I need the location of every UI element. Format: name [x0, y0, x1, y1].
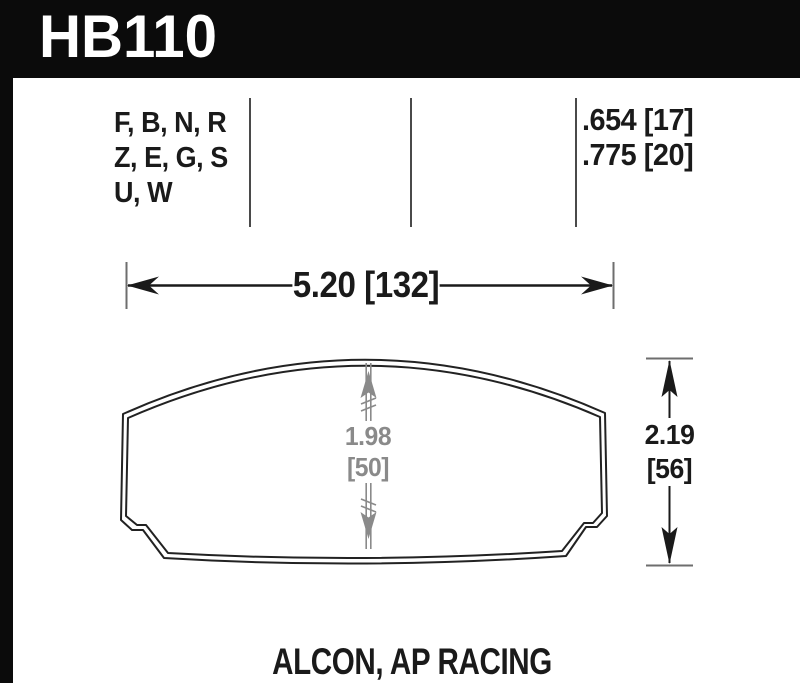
arrow-feather: [361, 405, 376, 411]
thickness-line: .654 [17]: [582, 102, 694, 137]
compound-list: [114, 106, 228, 211]
width-dimension-label: 5.20 [132]: [292, 264, 440, 305]
overall-height-metric: [56]: [646, 453, 693, 484]
arrow-feather: [361, 499, 376, 505]
overall-height-dimension-label: [622, 418, 718, 486]
center-height-metric: [50]: [346, 452, 390, 482]
arrow-up-icon: [361, 371, 377, 398]
spec-divider-lines: [250, 98, 576, 227]
thickness-list: [582, 102, 693, 172]
compound-line: Z, E, G, S: [114, 142, 228, 174]
compound-line: U, W: [114, 177, 173, 209]
arrow-feather: [361, 506, 376, 512]
part-number: HB110: [39, 3, 217, 70]
thickness-line: .775 [20]: [582, 137, 694, 172]
compound-line: F, B, N, R: [114, 107, 227, 139]
arrow-down-icon: [361, 512, 377, 539]
center-height-dimension-label: [321, 421, 416, 483]
arrow-feather: [361, 398, 376, 404]
center-height-value: 1.98: [344, 421, 392, 451]
caliper-applications: ALCON, AP RACING: [272, 641, 552, 682]
overall-height-value: 2.19: [644, 419, 695, 450]
